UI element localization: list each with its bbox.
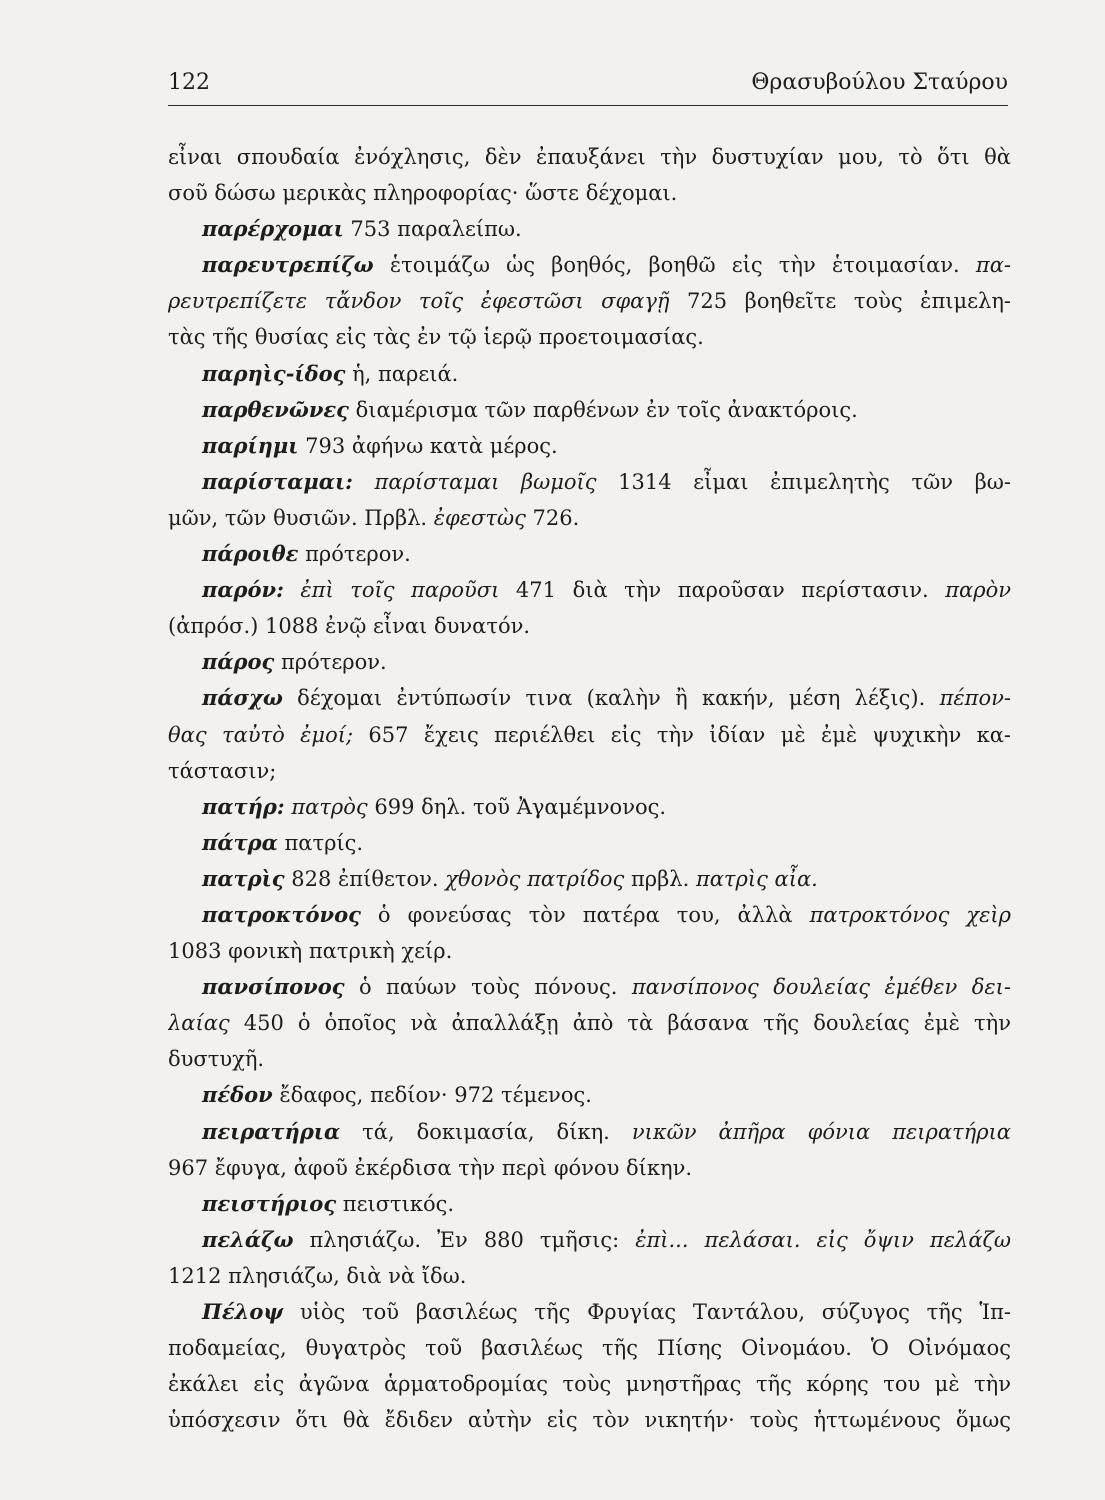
definition-text: 828 ἐπίθετον. [284, 866, 446, 891]
quotation: πέπον- [939, 686, 1011, 711]
text-line [168, 933, 1011, 969]
definition-text: ὁ παύων τοὺς πόνους. [344, 975, 632, 1000]
definition-text: 1314 εἶμαι ἐπιμελητὴς τῶν βω- [596, 469, 1011, 494]
quotation: πατρὶς αἶα. [695, 866, 818, 891]
definition-text: πατρίς. [277, 830, 364, 855]
definition-text: τάστασιν; [168, 758, 277, 783]
running-title: Θρασυβούλου Σταύρου [751, 70, 1008, 95]
glossary-entry-line [168, 356, 1011, 392]
definition-text: πρότερον. [298, 542, 411, 567]
definition-text: μῶν, τῶν θυσιῶν. Πρβλ. [168, 505, 434, 530]
headword: πατρὶς [202, 865, 285, 891]
glossary-entry-line [168, 789, 1011, 825]
definition-text: 450 ὁ ὁποῖος νὰ ἀπαλλάξῃ ἀπὸ τὰ βάσανα τῆς δουλείας ἐμὲ τὴν [229, 1011, 1011, 1036]
definition-text: 657 ἔχεις περιέλθει εἰς τὴν ἰδίαν μὲ ἐμὲ ψυχικὴν κα- [353, 722, 1011, 747]
glossary-entry-line [168, 572, 1011, 608]
definition-text: τά, δοκιμασία, δίκη. [340, 1119, 632, 1144]
glossary-entry-line [168, 680, 1011, 716]
definition-text: 967 ἔφυγα, ἀφοῦ ἐκέρδισα τὴν περὶ φόνου δίκην. [168, 1155, 693, 1180]
headword: Πέλοψ [202, 1299, 284, 1324]
quotation: πατροκτόνος χεὶρ [809, 902, 1011, 927]
glossary-entry-line [168, 1186, 1011, 1222]
quotation: παρὸν [945, 578, 1011, 603]
headword: πάτρα [202, 829, 278, 855]
definition-text: ἐκάλει εἰς ἀγῶνα ἁρματοδρομίας τοὺς μνηστῆρας τῆς κόρης του μὲ τὴν [168, 1372, 1011, 1397]
text-line [168, 1150, 1011, 1186]
running-header [168, 70, 1008, 106]
glossary-entry-line [168, 897, 1011, 933]
definition-text: ἔδαφος, πεδίον· 972 τέμενος. [272, 1083, 592, 1108]
glossary-entry-line [168, 392, 1011, 428]
text-line [168, 283, 1011, 319]
definition-text: δυστυχῆ. [168, 1047, 265, 1072]
quotation: παρίσταμαι βωμοῖς [352, 469, 597, 494]
text-line [168, 1330, 1011, 1366]
headword: πειρατήρια [202, 1118, 341, 1144]
glossary-entry-line [168, 464, 1011, 500]
definition-text: 471 διὰ τὴν παροῦσαν περίστασιν. [499, 578, 946, 603]
quotation: πατρὸς [284, 794, 368, 819]
quotation: πανσίπονος δουλείας ἐμέθεν δει- [631, 975, 1011, 1000]
headword: πανσίπονος [202, 974, 345, 1000]
text-line [168, 608, 1011, 644]
definition-text: υἱὸς τοῦ βασιλέως τῆς Φρυγίας Ταντάλου, σύζυγος τῆς Ἱπ- [283, 1300, 1011, 1324]
headword: παρέρχομαι [202, 216, 344, 242]
headword: πελάζω [202, 1226, 294, 1252]
quotation: ἐπὶ... πελάσαι. εἰς ὄψιν πελάζω [635, 1227, 1011, 1252]
headword: παρόν: [202, 577, 284, 603]
definition-text: σοῦ δώσω μερικὰς πληροφορίας· ὥστε δέχομαι. [168, 181, 678, 206]
text-line [168, 175, 1011, 211]
quotation: πα- [975, 253, 1011, 278]
text-line [168, 1258, 1011, 1294]
definition-text: πρβλ. [624, 866, 696, 891]
definition-text: διαμέρισμα τῶν παρθένων ἐν τοῖς ἀνακτόροις. [348, 397, 858, 422]
glossary-entry-line [168, 428, 1011, 464]
headword: παρηὶς-ίδος [202, 360, 346, 386]
definition-text: 699 δηλ. τοῦ Ἀγαμέμνονος. [367, 794, 667, 819]
text-line [168, 139, 1011, 175]
glossary-entry-line [168, 1114, 1011, 1150]
glossary-entry-line [168, 536, 1011, 572]
headword: πατήρ: [202, 793, 285, 819]
definition-text: (ἀπρόσ.) 1088 ἐνῷ εἶναι δυνατόν. [168, 614, 531, 639]
definition-text: πειστικός. [336, 1191, 455, 1216]
definition-text: πρότερον. [274, 650, 387, 675]
quotation: ρευτρεπίζετε τἄνδον τοῖς ἐφεστῶσι σφαγῇ [168, 289, 670, 314]
quotation: ἐπὶ τοῖς παροῦσι [283, 578, 500, 603]
headword: πάσχω [202, 685, 283, 711]
headword: παρίημι [202, 432, 299, 458]
definition-text: ὁ φονεύσας τὸν πατέρα του, ἀλλὰ [360, 902, 810, 927]
definition-text: εἶναι σπουδαία ἐνόχλησις, δὲν ἐπαυξάνει τὴν δυστυχίαν μου, τὸ ὅτι θὰ [168, 145, 1011, 169]
glossary-entry-line [168, 1222, 1011, 1258]
glossary-entry-line [168, 861, 1011, 897]
definition-text: 793 ἀφήνω κατὰ μέρος. [298, 433, 558, 458]
quotation: λαίας [168, 1011, 230, 1036]
glossary-entry-line [168, 1294, 1011, 1330]
definition-text: 1083 φονικὴ πατρικὴ χείρ. [168, 939, 453, 964]
definition-text: ἑτοιμάζω ὡς βοηθός, βοηθῶ εἰς τὴν ἑτοιμασίαν. [373, 253, 976, 278]
headword: πέδον [202, 1082, 273, 1108]
definition-text: ὑπόσχεσιν ὅτι θὰ ἔδιδεν αὐτὴν εἰς τὸν νικητήν· τοὺς ἡττωμένους ὅμως [168, 1408, 1011, 1433]
glossary-entry-line [168, 825, 1011, 861]
headword: παρευτρεπίζω [202, 252, 374, 278]
text-line [168, 717, 1011, 753]
headword: πειστήριος [202, 1190, 337, 1216]
definition-text: 725 βοηθεῖτε τοὺς ἐπιμελη- [669, 289, 1011, 314]
text-line [168, 1402, 1011, 1438]
text-line [168, 319, 1011, 355]
glossary-entry-line [168, 211, 1011, 247]
quotation: θας ταὐτὸ ἐμοί; [168, 722, 354, 747]
definition-text: 1212 πλησιάζω, διὰ νὰ ἴδω. [168, 1263, 467, 1288]
headword: πάρος [202, 649, 275, 675]
headword: πάροιθε [202, 541, 299, 567]
text-line [168, 500, 1011, 536]
quotation: ἐφεστὼς [433, 505, 526, 530]
text-line [168, 1041, 1011, 1077]
glossary-entry-line [168, 969, 1011, 1005]
glossary-entry-line [168, 247, 1011, 283]
text-line [168, 1366, 1011, 1402]
glossary-entry-line [168, 1077, 1011, 1113]
headword: πατροκτόνος [202, 901, 361, 927]
definition-text: 726. [525, 505, 580, 530]
text-line [168, 753, 1011, 789]
text-line [168, 1005, 1011, 1041]
definition-text: πλησιάζω. Ἐν 880 τμῆσις: [293, 1227, 636, 1252]
definition-text: τὰς τῆς θυσίας εἰς τὰς ἐν τῷ ἱερῷ προετοιμασίας. [168, 325, 704, 350]
headword: παρθενῶνες [202, 396, 349, 422]
definition-text: ἡ, παρειά. [345, 361, 459, 386]
definition-text: δέχομαι ἐντύπωσίν τινα (καλὴν ἢ κακήν, μέση λέξις). [282, 686, 940, 711]
definition-text: 753 παραλείπω. [343, 217, 522, 242]
quotation: νικῶν ἀπῆρα φόνια πειρατήρια [631, 1119, 1011, 1144]
headword: παρίσταμαι: [202, 468, 353, 494]
glossary-text [168, 139, 1011, 1438]
glossary-entry-line [168, 644, 1011, 680]
quotation: χθονὸς πατρίδος [445, 866, 625, 891]
definition-text: ποδαμείας, θυγατρὸς τοῦ βασιλέως τῆς Πίσης Οἰνομάου. Ὁ Οἰνόμαος [168, 1336, 1011, 1361]
page-number: 122 [168, 70, 210, 95]
